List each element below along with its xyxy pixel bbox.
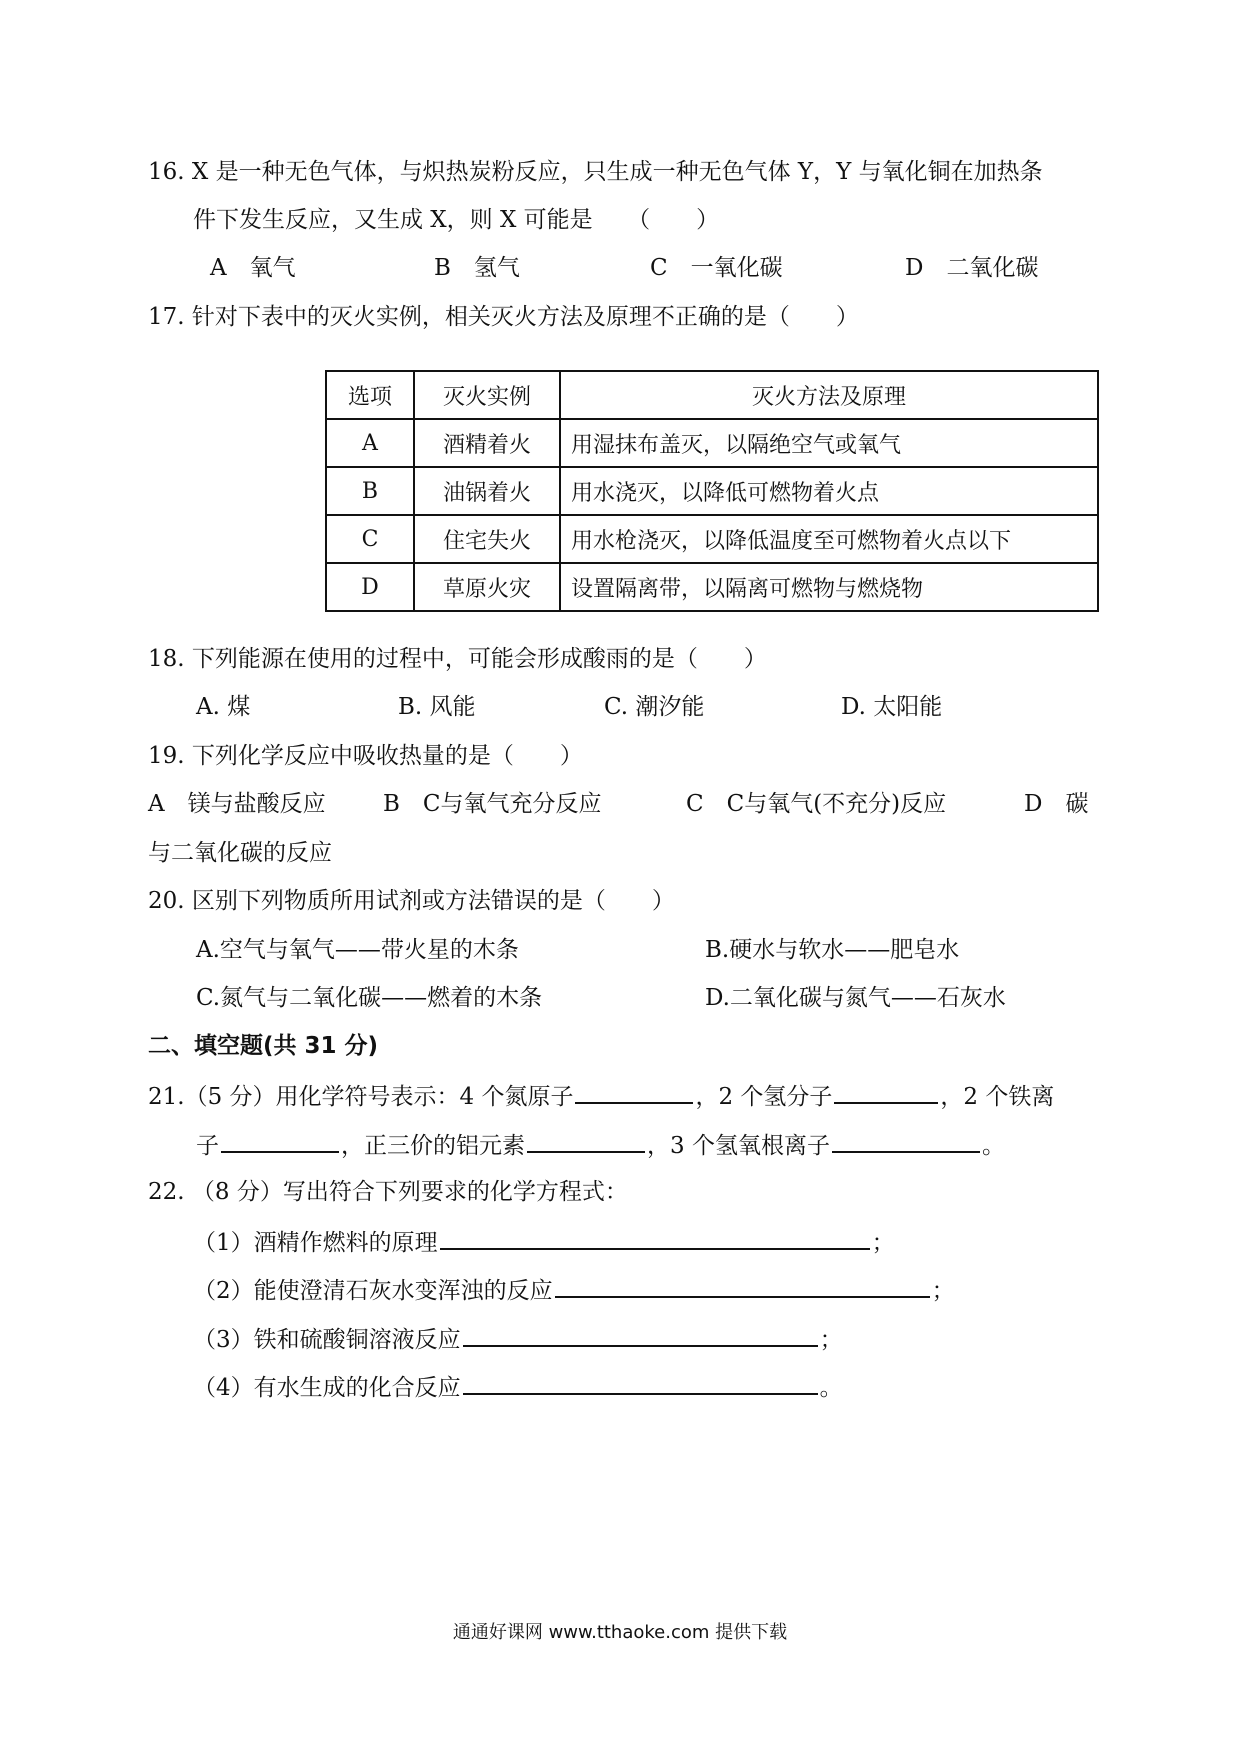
answer-blank[interactable] (463, 1323, 818, 1347)
q20-option-a: A.空气与氧气——带火星的木条 (196, 937, 519, 963)
q22-item-4 (193, 1371, 843, 1403)
fire-table (325, 370, 1099, 612)
table-header-cell: 灭火方法及原理 (560, 371, 1098, 419)
table-cell: 设置隔离带，以隔离可燃物与燃烧物 (560, 563, 1098, 611)
table-cell: 油锅着火 (414, 467, 560, 515)
q22-item-label: （4）有水生成的化合反应 (193, 1375, 461, 1401)
table-cell: 酒精着火 (414, 419, 560, 467)
q21-text: 。 (981, 1133, 1005, 1159)
q21-text: 21.（5 分）用化学符号表示：4 个氮原子 (148, 1084, 574, 1110)
q22-stem: 22. （8 分）写出符合下列要求的化学方程式： (148, 1179, 628, 1205)
table-header-cell: 灭火实例 (414, 371, 560, 419)
q22-item-1 (193, 1226, 895, 1258)
table-header-cell: 选项 (326, 371, 414, 419)
q19-option-b: B C与氧气充分反应 (383, 791, 602, 817)
table-row (326, 563, 1098, 611)
q18-stem: 18. 下列能源在使用的过程中，可能会形成酸雨的是（ ） (148, 646, 767, 672)
q19-option-c: C C与氧气(不充分)反应 (686, 791, 947, 817)
table-cell: 用湿抹布盖灭，以隔绝空气或氧气 (560, 419, 1098, 467)
answer-blank[interactable] (555, 1274, 930, 1298)
table-cell: D (326, 563, 414, 611)
q19-stem: 19. 下列化学反应中吸收热量的是（ ） (148, 743, 583, 769)
q19-line2: 与二氧化碳的反应 (148, 840, 332, 866)
q16-line2: 件下发生反应，又生成 X，则 X 可能是 （ ） (193, 207, 720, 233)
q22-item-label: （2）能使澄清石灰水变浑浊的反应 (193, 1278, 553, 1304)
q16-option-a: A 氧气 (210, 255, 296, 281)
q22-item-2 (193, 1274, 955, 1306)
q20-option-b: B.硬水与软水——肥皂水 (705, 937, 960, 963)
table-row (326, 467, 1098, 515)
q22-item-3 (193, 1323, 843, 1355)
q21-text: ，3 个氢氧根离子 (647, 1133, 830, 1159)
table-cell: 住宅失火 (414, 515, 560, 563)
answer-blank[interactable] (527, 1129, 645, 1153)
answer-blank[interactable] (575, 1080, 693, 1104)
q22-item-label: （1）酒精作燃料的原理 (193, 1230, 438, 1256)
q18-option-a: A. 煤 (196, 694, 251, 720)
q16-line1: 16. X 是一种无色气体，与炽热炭粉反应，只生成一种无色气体 Y，Y 与氧化铜在加热条 (148, 159, 1043, 185)
table-cell: A (326, 419, 414, 467)
q22-item-end: ； (931, 1278, 955, 1304)
table-cell: B (326, 467, 414, 515)
table-cell: 用水枪浇灭，以降低温度至可燃物着火点以下 (560, 515, 1098, 563)
q18-option-d: D. 太阳能 (841, 694, 943, 720)
q17-stem: 17. 针对下表中的灭火实例，相关灭火方法及原理不正确的是（ ） (148, 304, 859, 330)
table-row (326, 515, 1098, 563)
q19-option-d: D 碳 (1024, 791, 1089, 817)
section-title: 二、填空题(共 31 分) (148, 1033, 379, 1059)
q19-option-a: A 镁与盐酸反应 (148, 791, 326, 817)
q21-text: 子 (196, 1133, 219, 1159)
answer-blank[interactable] (832, 1129, 980, 1153)
q22-item-end: ； (819, 1327, 843, 1353)
table-header-row (326, 371, 1098, 419)
q16-option-c: C 一氧化碳 (650, 255, 783, 281)
answer-blank[interactable] (463, 1371, 818, 1395)
q21-line1 (148, 1080, 1054, 1112)
table-cell: 用水浇灭，以降低可燃物着火点 (560, 467, 1098, 515)
q20-stem: 20. 区别下列物质所用试剂或方法错误的是（ ） (148, 888, 675, 914)
q22-item-end: 。 (819, 1375, 843, 1401)
q18-option-b: B. 风能 (398, 694, 476, 720)
q16-option-b: B 氢气 (434, 255, 520, 281)
q18-option-c: C. 潮汐能 (604, 694, 705, 720)
q21-text: ，2 个铁离 (940, 1084, 1055, 1110)
q20-option-d: D.二氧化碳与氮气——石灰水 (705, 985, 1006, 1011)
q20-option-c: C.氮气与二氧化碳——燃着的木条 (196, 985, 543, 1011)
page-footer: 通通好课网 www.tthaoke.com 提供下载 (452, 1622, 788, 1643)
q21-text: ，正三价的铝元素 (341, 1133, 525, 1159)
table-cell: 草原火灾 (414, 563, 560, 611)
table-row (326, 419, 1098, 467)
table-cell: C (326, 515, 414, 563)
answer-blank[interactable] (834, 1080, 938, 1104)
q16-option-d: D 二氧化碳 (905, 255, 1039, 281)
q21-text: ，2 个氢分子 (695, 1084, 833, 1110)
q22-item-end: ； (871, 1230, 895, 1256)
answer-blank[interactable] (440, 1226, 870, 1250)
q21-line2 (196, 1129, 1005, 1161)
answer-blank[interactable] (221, 1129, 339, 1153)
q22-item-label: （3）铁和硫酸铜溶液反应 (193, 1327, 461, 1353)
